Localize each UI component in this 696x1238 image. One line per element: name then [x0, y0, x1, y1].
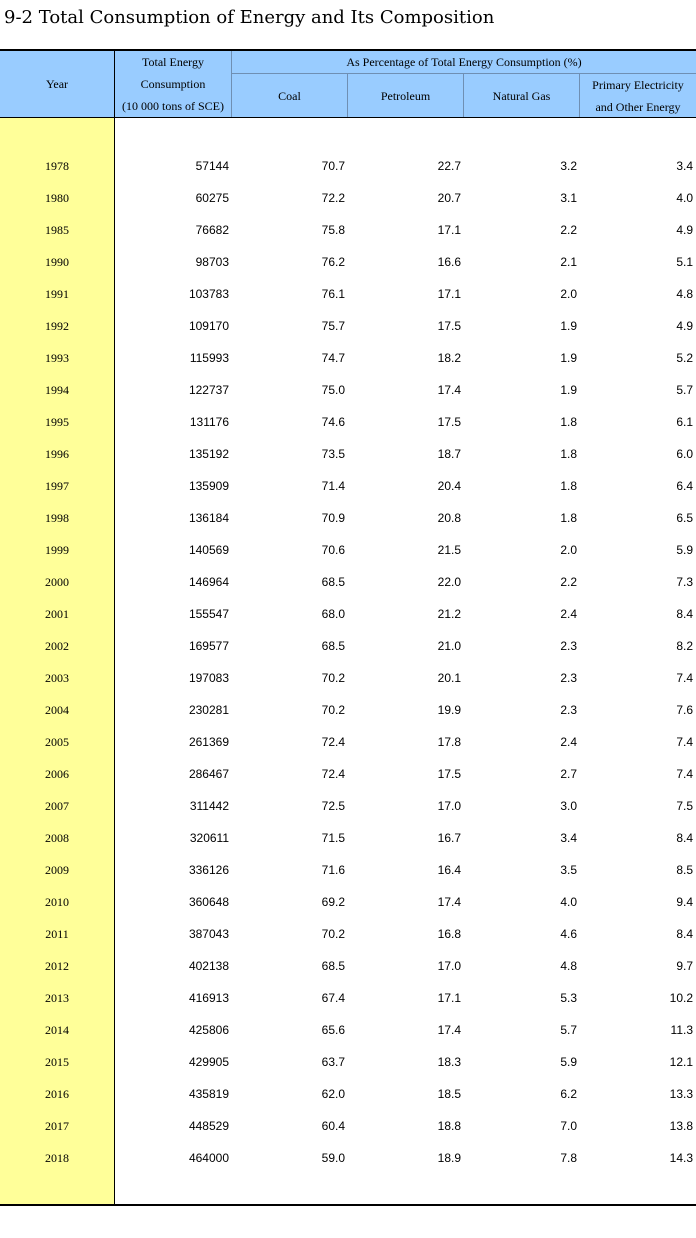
cell-petroleum: 17.4	[437, 383, 461, 397]
cell-coal: 70.9	[321, 511, 345, 525]
cell-year: 1995	[45, 415, 69, 429]
cell-natural-gas: 2.4	[560, 735, 577, 749]
cell-primary: 6.1	[676, 415, 693, 429]
cell-natural-gas: 3.5	[560, 863, 577, 877]
cell-natural-gas: 2.1	[560, 255, 577, 269]
cell-coal: 70.7	[321, 159, 345, 173]
table-row	[0, 470, 696, 502]
table-row	[0, 950, 696, 982]
cell-primary: 7.6	[676, 703, 693, 717]
header-year: Year	[45, 77, 69, 91]
header-primary-line-2: and Other Energy	[595, 99, 681, 114]
cell-total: 435819	[188, 1087, 229, 1101]
cell-natural-gas: 2.0	[560, 287, 577, 301]
cell-total: 60275	[195, 191, 229, 205]
cell-natural-gas: 1.8	[560, 511, 577, 525]
cell-natural-gas: 2.2	[560, 223, 577, 237]
cell-petroleum: 17.1	[437, 991, 461, 1005]
cell-primary: 13.3	[669, 1087, 693, 1101]
cell-natural-gas: 2.3	[560, 703, 577, 717]
table-row	[0, 854, 696, 886]
table-row	[0, 214, 696, 246]
table-row	[0, 598, 696, 630]
cell-year: 1999	[45, 543, 69, 557]
cell-total: 131176	[189, 415, 229, 429]
cell-natural-gas: 2.2	[560, 575, 577, 589]
cell-coal: 71.5	[321, 831, 345, 845]
cell-total: 402138	[188, 959, 229, 973]
cell-natural-gas: 4.8	[560, 959, 577, 973]
cell-year: 2017	[45, 1119, 69, 1133]
cell-petroleum: 18.3	[437, 1055, 461, 1069]
header-divider	[463, 74, 464, 117]
cell-coal: 75.7	[321, 319, 345, 333]
cell-total: 336126	[188, 863, 229, 877]
cell-coal: 74.7	[321, 351, 345, 365]
table-row	[0, 1046, 696, 1078]
table-row	[0, 726, 696, 758]
cell-total: 57144	[195, 159, 229, 173]
cell-coal: 74.6	[321, 415, 345, 429]
cell-year: 2001	[45, 607, 69, 621]
cell-coal: 70.2	[321, 927, 345, 941]
table-row	[0, 982, 696, 1014]
cell-petroleum: 16.7	[437, 831, 461, 845]
cell-total: 311442	[189, 799, 229, 813]
cell-year: 2009	[45, 863, 69, 877]
cell-year: 2018	[45, 1151, 69, 1165]
cell-natural-gas: 7.0	[560, 1119, 577, 1133]
cell-total: 155547	[188, 607, 229, 621]
header-coal: Coal	[278, 88, 301, 103]
table-row	[0, 662, 696, 694]
cell-natural-gas: 1.8	[560, 447, 577, 461]
cell-year: 2004	[45, 703, 69, 717]
cell-year: 2014	[45, 1023, 69, 1037]
cell-primary: 4.9	[676, 223, 693, 237]
header-total-energy	[115, 51, 231, 117]
cell-total: 135909	[188, 479, 229, 493]
table-row	[0, 566, 696, 598]
cell-year: 1980	[45, 191, 69, 205]
cell-coal: 67.4	[321, 991, 345, 1005]
cell-year: 2005	[45, 735, 69, 749]
cell-primary: 5.1	[676, 255, 693, 269]
cell-primary: 13.8	[669, 1119, 693, 1133]
table-row	[0, 182, 696, 214]
table-row	[0, 246, 696, 278]
table-row	[0, 310, 696, 342]
table-row	[0, 918, 696, 950]
cell-total: 136184	[188, 511, 229, 525]
table-row	[0, 534, 696, 566]
cell-primary: 9.4	[676, 895, 693, 909]
cell-total: 448529	[188, 1119, 229, 1133]
cell-coal: 68.5	[321, 639, 345, 653]
cell-year: 2006	[45, 767, 69, 781]
cell-natural-gas: 5.9	[560, 1055, 577, 1069]
table-row	[0, 822, 696, 854]
cell-year: 2013	[45, 991, 69, 1005]
cell-year: 2012	[45, 959, 69, 973]
cell-natural-gas: 1.9	[560, 383, 577, 397]
cell-natural-gas: 4.0	[560, 895, 577, 909]
cell-coal: 76.2	[321, 255, 345, 269]
cell-total: 464000	[188, 1151, 229, 1165]
cell-petroleum: 17.4	[437, 1023, 461, 1037]
cell-year: 1990	[45, 255, 69, 269]
cell-petroleum: 21.0	[437, 639, 461, 653]
cell-natural-gas: 2.3	[560, 671, 577, 685]
cell-petroleum: 17.1	[437, 223, 461, 237]
cell-petroleum: 17.5	[437, 415, 461, 429]
cell-year: 1996	[45, 447, 69, 461]
cell-petroleum: 22.7	[437, 159, 461, 173]
energy-table	[0, 49, 696, 1206]
cell-year: 2003	[45, 671, 69, 685]
cell-year: 2007	[45, 799, 69, 813]
cell-natural-gas: 1.9	[560, 351, 577, 365]
cell-natural-gas: 3.2	[560, 159, 577, 173]
cell-primary: 8.2	[676, 639, 693, 653]
cell-coal: 65.6	[321, 1023, 345, 1037]
cell-petroleum: 20.7	[437, 191, 461, 205]
cell-primary: 8.4	[676, 831, 693, 845]
cell-year: 2010	[45, 895, 69, 909]
table-row	[0, 278, 696, 310]
table-row	[0, 1110, 696, 1142]
cell-petroleum: 17.5	[437, 319, 461, 333]
cell-year: 2011	[45, 927, 69, 941]
cell-coal: 72.4	[321, 735, 345, 749]
cell-year: 1994	[45, 383, 69, 397]
cell-coal: 73.5	[321, 447, 345, 461]
cell-petroleum: 22.0	[437, 575, 461, 589]
header-total-line-2: Consumption	[140, 77, 206, 91]
header-divider	[579, 74, 580, 117]
cell-petroleum: 16.6	[437, 255, 461, 269]
cell-total: 261369	[188, 735, 229, 749]
cell-petroleum: 18.2	[437, 351, 461, 365]
cell-primary: 5.7	[676, 383, 693, 397]
cell-natural-gas: 3.4	[560, 831, 577, 845]
cell-year: 1998	[45, 511, 69, 525]
cell-year: 1985	[45, 223, 69, 237]
cell-coal: 60.4	[321, 1119, 345, 1133]
cell-year: 1993	[45, 351, 69, 365]
table-row	[0, 438, 696, 470]
cell-primary: 6.0	[676, 447, 693, 461]
header-primary-electricity	[580, 74, 696, 117]
header-divider	[347, 74, 348, 117]
page-title: 9-2 Total Consumption of Energy and Its Composition	[4, 7, 495, 28]
cell-petroleum: 18.8	[437, 1119, 461, 1133]
cell-total: 115993	[189, 351, 229, 365]
cell-total: 286467	[188, 767, 229, 781]
header-divider	[231, 51, 232, 117]
cell-total: 140569	[188, 543, 229, 557]
cell-coal: 70.2	[321, 703, 345, 717]
cell-petroleum: 20.8	[437, 511, 461, 525]
cell-coal: 59.0	[321, 1151, 345, 1165]
cell-natural-gas: 5.7	[560, 1023, 577, 1037]
table-bottom-rule	[0, 1204, 696, 1206]
table-row	[0, 1142, 696, 1174]
cell-coal: 70.2	[321, 671, 345, 685]
cell-primary: 11.3	[670, 1023, 693, 1037]
cell-primary: 3.4	[676, 159, 693, 173]
cell-primary: 4.8	[676, 287, 693, 301]
cell-primary: 12.1	[669, 1055, 693, 1069]
cell-total: 197083	[188, 671, 229, 685]
cell-petroleum: 18.7	[437, 447, 461, 461]
cell-total: 416913	[188, 991, 229, 1005]
cell-coal: 71.4	[321, 479, 345, 493]
cell-natural-gas: 5.3	[560, 991, 577, 1005]
cell-year: 2000	[45, 575, 69, 589]
cell-total: 169577	[188, 639, 229, 653]
cell-total: 122737	[188, 383, 229, 397]
cell-coal: 72.2	[321, 191, 345, 205]
cell-petroleum: 20.1	[437, 671, 461, 685]
cell-primary: 10.2	[669, 991, 693, 1005]
cell-primary: 4.0	[676, 191, 693, 205]
cell-total: 429905	[188, 1055, 229, 1069]
cell-natural-gas: 2.7	[560, 767, 577, 781]
header-primary-line-1: Primary Electricity	[592, 77, 684, 92]
cell-petroleum: 17.8	[437, 735, 461, 749]
cell-petroleum: 21.2	[437, 607, 461, 621]
cell-primary: 7.4	[676, 767, 693, 781]
table-row	[0, 1014, 696, 1046]
cell-petroleum: 18.9	[437, 1151, 461, 1165]
cell-primary: 8.4	[676, 607, 693, 621]
cell-year: 1991	[45, 287, 69, 301]
cell-natural-gas: 1.9	[560, 319, 577, 333]
cell-coal: 63.7	[321, 1055, 345, 1069]
table-row	[0, 1078, 696, 1110]
cell-petroleum: 20.4	[437, 479, 461, 493]
cell-natural-gas: 7.8	[560, 1151, 577, 1165]
table-row	[0, 406, 696, 438]
cell-primary: 14.3	[669, 1151, 693, 1165]
cell-petroleum: 17.0	[437, 799, 461, 813]
cell-total: 360648	[188, 895, 229, 909]
table-row	[0, 630, 696, 662]
cell-natural-gas: 6.2	[560, 1087, 577, 1101]
cell-total: 425806	[188, 1023, 229, 1037]
cell-total: 109170	[188, 319, 229, 333]
cell-primary: 5.9	[676, 543, 693, 557]
cell-coal: 75.8	[321, 223, 345, 237]
cell-coal: 68.0	[321, 607, 345, 621]
cell-petroleum: 17.5	[437, 767, 461, 781]
cell-coal: 75.0	[321, 383, 345, 397]
cell-coal: 71.6	[321, 863, 345, 877]
cell-primary: 7.3	[676, 575, 693, 589]
cell-year: 2016	[45, 1087, 69, 1101]
cell-petroleum: 21.5	[437, 543, 461, 557]
cell-primary: 8.5	[676, 863, 693, 877]
cell-coal: 72.4	[321, 767, 345, 781]
cell-year: 2002	[45, 639, 69, 653]
header-total-line-3: (10 000 tons of SCE)	[122, 99, 224, 113]
cell-natural-gas: 4.6	[560, 927, 577, 941]
cell-total: 103783	[188, 287, 229, 301]
header-natural-gas: Natural Gas	[492, 88, 551, 103]
cell-coal: 76.1	[321, 287, 345, 301]
cell-primary: 7.4	[676, 735, 693, 749]
cell-natural-gas: 2.3	[560, 639, 577, 653]
cell-year: 2015	[45, 1055, 69, 1069]
cell-total: 98703	[195, 255, 229, 269]
cell-coal: 72.5	[321, 799, 345, 813]
table-row	[0, 790, 696, 822]
cell-year: 2008	[45, 831, 69, 845]
cell-petroleum: 17.1	[437, 287, 461, 301]
table-row	[0, 502, 696, 534]
cell-natural-gas: 1.8	[560, 415, 577, 429]
table-row	[0, 694, 696, 726]
cell-coal: 68.5	[321, 959, 345, 973]
cell-natural-gas: 3.1	[560, 191, 577, 205]
cell-total: 387043	[188, 927, 229, 941]
header-total-line-1: Total Energy	[142, 55, 204, 69]
cell-natural-gas: 1.8	[560, 479, 577, 493]
cell-petroleum: 16.8	[437, 927, 461, 941]
cell-total: 320611	[189, 831, 229, 845]
cell-coal: 70.6	[321, 543, 345, 557]
cell-primary: 5.2	[676, 351, 693, 365]
table-row	[0, 758, 696, 790]
cell-petroleum: 17.0	[437, 959, 461, 973]
cell-petroleum: 18.5	[437, 1087, 461, 1101]
cell-primary: 6.5	[676, 511, 693, 525]
table-header	[0, 51, 696, 118]
header-petroleum: Petroleum	[380, 88, 431, 103]
cell-primary: 9.7	[676, 959, 693, 973]
cell-primary: 7.4	[676, 671, 693, 685]
cell-petroleum: 19.9	[437, 703, 461, 717]
cell-natural-gas: 2.0	[560, 543, 577, 557]
cell-primary: 6.4	[676, 479, 693, 493]
cell-primary: 8.4	[676, 927, 693, 941]
cell-natural-gas: 3.0	[560, 799, 577, 813]
cell-primary: 7.5	[676, 799, 693, 813]
cell-year: 1997	[45, 479, 69, 493]
table-row	[0, 374, 696, 406]
cell-petroleum: 16.4	[437, 863, 461, 877]
cell-year: 1978	[45, 159, 69, 173]
table-row	[0, 886, 696, 918]
cell-year: 1992	[45, 319, 69, 333]
cell-total: 230281	[188, 703, 229, 717]
cell-petroleum: 17.4	[437, 895, 461, 909]
cell-total: 76682	[195, 223, 229, 237]
cell-coal: 68.5	[321, 575, 345, 589]
cell-natural-gas: 2.4	[560, 607, 577, 621]
cell-primary: 4.9	[676, 319, 693, 333]
header-divider	[114, 51, 115, 117]
cell-coal: 62.0	[321, 1087, 345, 1101]
cell-total: 146964	[188, 575, 229, 589]
cell-total: 135192	[188, 447, 229, 461]
table-row	[0, 150, 696, 182]
header-percentage-group: As Percentage of Total Energy Consumption (%)	[346, 55, 582, 69]
table-row	[0, 342, 696, 374]
cell-coal: 69.2	[321, 895, 345, 909]
